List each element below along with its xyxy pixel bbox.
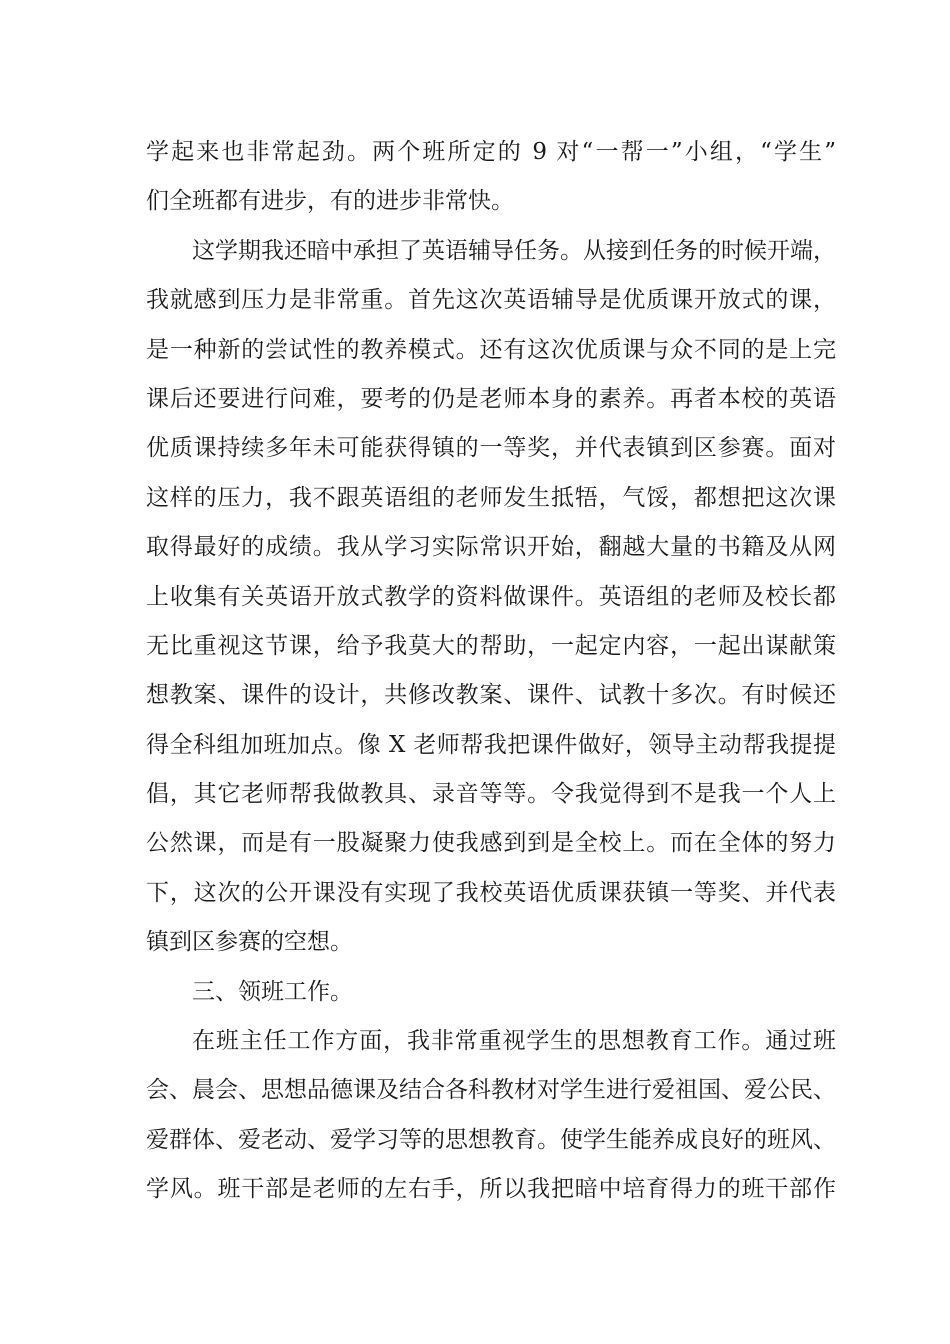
text-line: 取得最好的成绩。我从学习实际常识开始，翻越大量的书籍及从网 (146, 534, 836, 561)
paragraph (146, 128, 836, 227)
body-text (146, 128, 836, 1215)
text-line: 这学期我还暗中承担了英语辅导任务。从接到任务的时候开端， (192, 237, 836, 264)
text-line: 倡，其它老师帮我做教具、录音等等。令我觉得到不是我一个人上 (146, 781, 836, 808)
text-line: 优质课持续多年未可能获得镇的一等奖，并代表镇到区参赛。面对 (146, 435, 836, 462)
text-line: 爱群体、爱老动、爱学习等的思想教育。使学生能养成良好的班风、 (146, 1126, 836, 1153)
text-line: 下，这次的公开课没有实现了我校英语优质课获镇一等奖、并代表 (146, 879, 836, 906)
text-line: 想教案、课件的设计，共修改教案、课件、试教十多次。有时候还 (146, 682, 836, 709)
text-line: 课后还要进行问难，要考的仍是老师本身的素养。再者本校的英语 (146, 385, 836, 412)
text-line: 三、领班工作。 (192, 978, 353, 1005)
text-line: 会、晨会、思想品德课及结合各科教材对学生进行爱祖国、爱公民、 (146, 1077, 836, 1104)
text-line: 学风。班干部是老师的左右手，所以我把暗中培育得力的班干部作 (146, 1176, 836, 1203)
text-line: 在班主任工作方面，我非常重视学生的思想教育工作。通过班 (192, 1028, 836, 1055)
text-line: 我就感到压力是非常重。首先这次英语辅导是优质课开放式的课， (146, 287, 836, 314)
text-line: 们全班都有进步，有的进步非常快。 (146, 188, 514, 215)
text-line: 学起来也非常起劲。两个班所定的 9 对“一帮一”小组，“学生” (146, 139, 836, 165)
paragraph (146, 227, 836, 968)
text-line: 是一种新的尝试性的教养模式。还有这次优质课与众不同的是上完 (146, 336, 836, 363)
paragraph (146, 968, 836, 1017)
text-line: 镇到区参赛的空想。 (146, 929, 353, 956)
text-line: 无比重视这节课，给予我莫大的帮助，一起定内容，一起出谋献策 (146, 632, 836, 659)
paragraph (146, 1017, 836, 1215)
text-line: 上收集有关英语开放式教学的资料做课件。英语组的老师及校长都 (146, 583, 836, 610)
text-line: 这样的压力，我不跟英语组的老师发生抵牾，气馁，都想把这次课 (146, 484, 836, 511)
text-line: 公然课，而是有一股凝聚力使我感到到是全校上。而在全体的努力 (146, 830, 836, 857)
text-line: 得全科组加班加点。像 X 老师帮我把课件做好，领导主动帮我提提 (146, 731, 836, 758)
